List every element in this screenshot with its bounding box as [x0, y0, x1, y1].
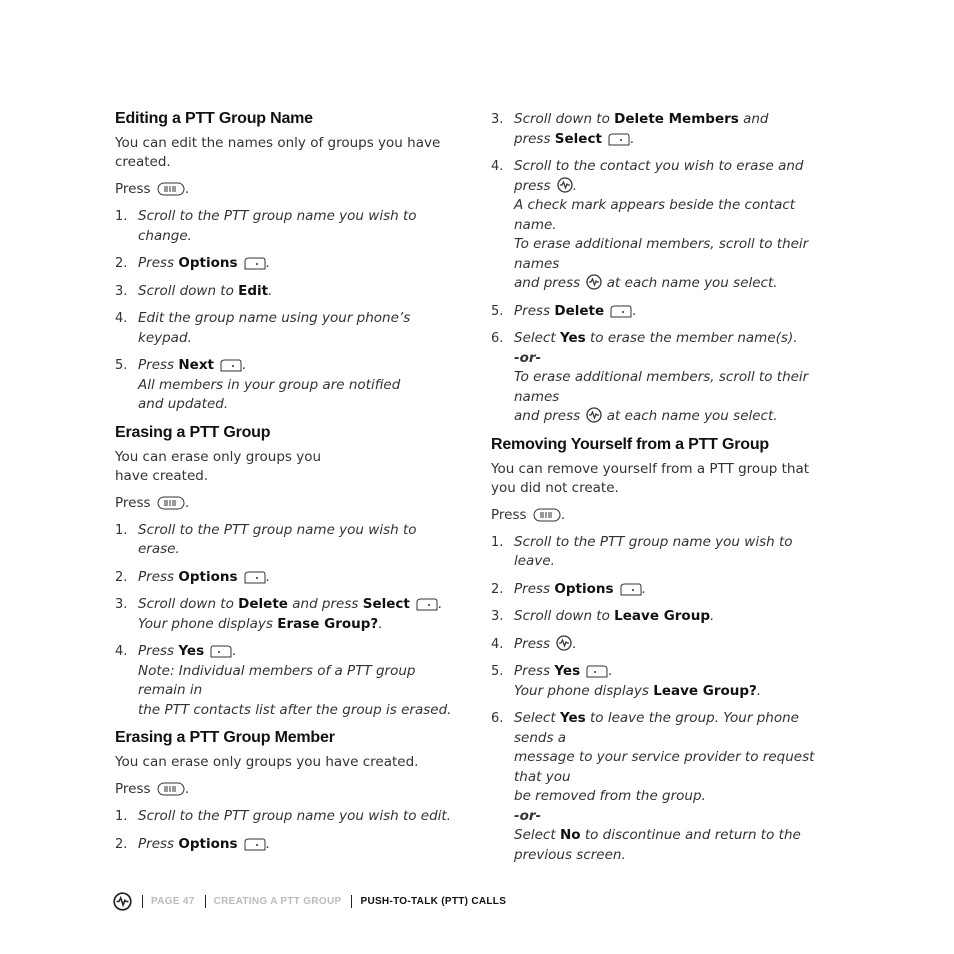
list-item: 3. Scroll down to Leave Group.: [491, 608, 715, 624]
ptt-key-icon: [533, 508, 561, 522]
ptt-button-icon: [556, 635, 572, 651]
ptt-key-icon: [157, 496, 185, 510]
press-line: Press .: [115, 781, 190, 797]
list-item: 4. Press Yes . Note: Individual members of a PTT group remain in the PTT contacts list after the group is erased.: [115, 643, 452, 718]
list-item: 1. Scroll to the PTT group name you wish to change.: [115, 208, 417, 244]
press-line: Press .: [491, 506, 566, 523]
press-line: Press .: [115, 494, 190, 511]
list-item: 4. Scroll to the contact you wish to erase and press . A check mark appears beside the contact name. To erase additional members, scroll to their names and press at each name you select.: [491, 158, 809, 291]
intro-erase-member: You can erase only groups you have created.: [115, 754, 419, 770]
list-item: 2. Press Options .: [115, 255, 271, 271]
softkey-left-icon: [586, 665, 608, 678]
list-item: 4. Edit the group name using your phone’s keypad.: [115, 310, 411, 346]
softkey-right-icon: [610, 305, 632, 318]
ptt-button-icon: [586, 274, 602, 290]
list-item: 3. Scroll down to Delete Members and press Select .: [491, 111, 769, 147]
heading-edit: Editing a PTT Group Name: [115, 110, 313, 127]
list-item: 2. Press Options .: [491, 580, 647, 597]
heading-remove: Removing Yourself from a PTT Group: [491, 435, 769, 453]
intro-erase: You can erase only groups you have created.: [115, 448, 322, 484]
list-item: 2. Press Options .: [115, 568, 271, 585]
list-item: 3. Scroll down to Edit.: [115, 282, 273, 299]
section-erase-member-continued: [491, 110, 836, 427]
heading-erase: Erasing a PTT Group: [115, 423, 271, 441]
section-erase-group: [115, 424, 460, 721]
footer-section: CREATING A PTT GROUP: [213, 895, 342, 907]
softkey-right-icon: [220, 359, 242, 372]
list-item: 1. Scroll to the PTT group name you wish to edit.: [115, 808, 452, 824]
softkey-right-icon: [608, 133, 630, 146]
right-column: [491, 110, 836, 874]
section-edit-group-name: [115, 110, 460, 415]
list-item: 5. Press Yes . Your phone displays Leave Group?.: [491, 663, 762, 699]
left-column: [115, 110, 460, 863]
softkey-right-icon: [244, 838, 266, 851]
list-item: 1. Scroll to the PTT group name you wish to erase.: [115, 521, 417, 557]
list-item: 6. Select Yes to leave the group. Your phone sends a message to your service provider to request that you be removed from the group. -or- Select No to discontinue and return to the previous screen.: [491, 710, 815, 863]
ptt-key-icon: [157, 782, 185, 796]
softkey-right-icon: [416, 598, 438, 611]
list-item: 1. Scroll to the PTT group name you wish to leave.: [491, 533, 793, 569]
list-item: 2. Press Options .: [115, 835, 271, 852]
ptt-key-icon: [157, 182, 185, 196]
ptt-button-icon: [586, 407, 602, 423]
section-erase-member: [115, 729, 460, 854]
heading-erase-member: Erasing a PTT Group Member: [115, 729, 335, 746]
press-line: Press .: [115, 181, 190, 197]
list-item: 5. Press Next . All members in your group are notified and updated.: [115, 357, 401, 412]
ptt-button-icon: [557, 177, 573, 193]
page-footer: [113, 890, 506, 912]
section-remove-yourself: [491, 436, 836, 866]
intro-remove: You can remove yourself from a PTT group that you did not create.: [491, 460, 810, 496]
list-item: 4. Press .: [491, 635, 577, 652]
footer-divider: [205, 895, 206, 908]
list-item: 6. Select Yes to erase the member name(s). -or- To erase additional members, scroll to their names and press at each name you select.: [491, 330, 809, 424]
page-number: PAGE 47: [151, 895, 195, 907]
footer-divider: [351, 895, 352, 908]
list-item: 3. Scroll down to Delete and press Select . Your phone displays Erase Group?.: [115, 596, 443, 632]
footer-divider: [142, 895, 143, 908]
intro-edit: You can edit the names only of groups you have created.: [115, 135, 441, 170]
softkey-right-icon: [244, 257, 266, 270]
list-item: 5. Press Delete .: [491, 302, 637, 319]
softkey-right-icon: [244, 571, 266, 584]
footer-chapter: PUSH-TO-TALK (PTT) CALLS: [360, 895, 507, 907]
ptt-button-icon: [113, 892, 132, 911]
softkey-left-icon: [210, 645, 232, 658]
softkey-right-icon: [620, 583, 642, 596]
